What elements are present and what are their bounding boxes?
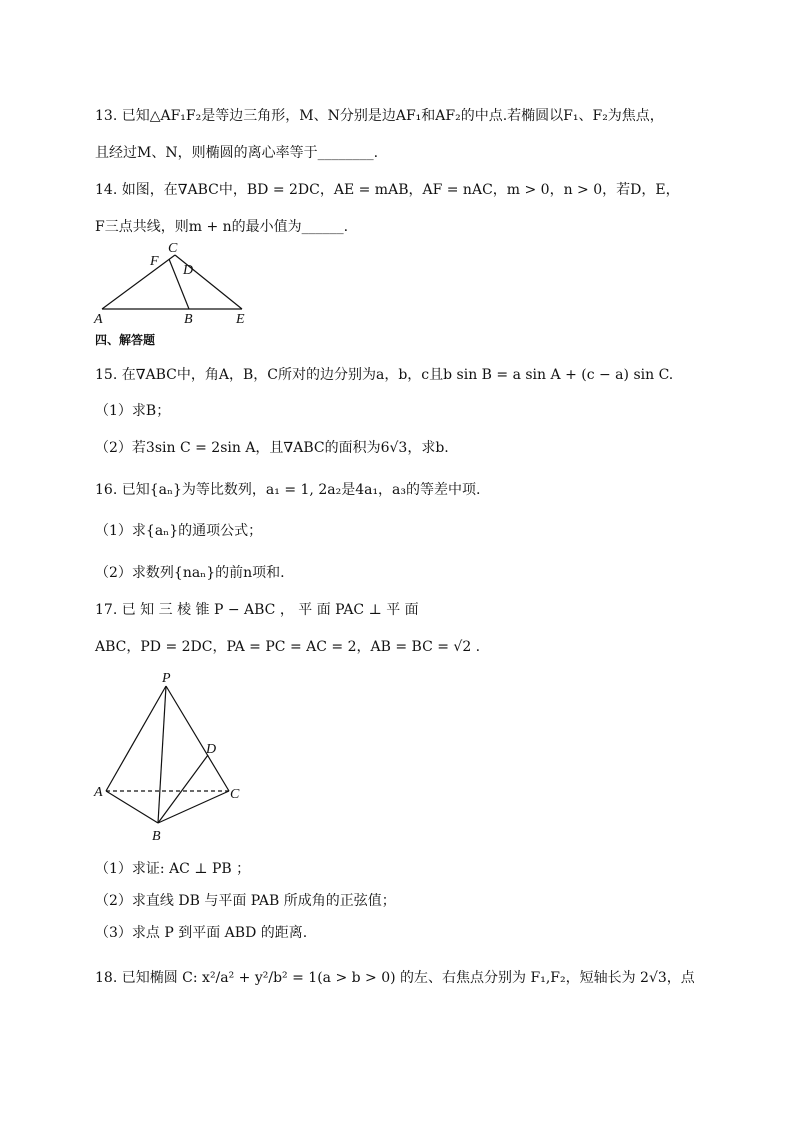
- q17-part1: （1）求证: AC ⊥ PB ；: [95, 861, 251, 877]
- q17-pyramid-figure: [90, 668, 250, 848]
- label-P: P: [162, 671, 171, 686]
- label-C: C: [168, 241, 178, 256]
- label-D: D: [206, 742, 217, 757]
- q14-triangle-figure: [90, 238, 260, 328]
- q17-line1: 17. 已 知 三 棱 锥 P − ABC ， 平 面 PAC ⊥ 平 面: [95, 602, 419, 618]
- q18-stem: 18. 已知椭圆 C: x²/a² + y²/b² = 1(a > b > 0) 的左、右焦点分别为 F₁,F₂，短轴长为 2√3，点: [95, 970, 695, 986]
- q15-stem: 15. 在∇ABC中，角A，B，C所对的边分别为a，b，c且b sin B = a sin A + (c − a) sin C.: [95, 367, 674, 383]
- q13-line1: 13. 已知△AF₁F₂是等边三角形，M、N分别是边AF₁和AF₂的中点.若椭圆以F₁、F₂为焦点，: [95, 108, 664, 124]
- q16-part2: （2）求数列{naₙ}的前n项和.: [95, 565, 285, 581]
- q16-stem: 16. 已知{aₙ}为等比数列，a₁ = 1, 2a₂是4a₁，a₃的等差中项.: [95, 482, 481, 498]
- label-B: B: [184, 312, 193, 327]
- q14-line1: 14. 如图，在∇ABC中，BD = 2DC，AE = mAB，AF = nAC，m > 0，n > 0，若D，E，: [95, 182, 680, 198]
- q13-line2: 且经过M、N，则椭圆的离心率等于________.: [95, 145, 379, 161]
- label-F: F: [150, 254, 159, 269]
- q14-line2: F三点共线，则m + n的最小值为______.: [95, 219, 349, 235]
- q17-part3: （3）求点 P 到平面 ABD 的距离.: [95, 925, 308, 941]
- label-A: A: [94, 785, 103, 800]
- label-E: E: [236, 312, 245, 327]
- q15-part2: （2）若3sin C = 2sin A，且∇ABC的面积为6√3，求b.: [95, 440, 449, 456]
- label-B: B: [152, 829, 161, 844]
- q15-part1: （1）求B；: [95, 403, 171, 419]
- q17-part2: （2）求直线 DB 与平面 PAB 所成角的正弦值；: [95, 893, 396, 909]
- q16-part1: （1）求{aₙ}的通项公式；: [95, 523, 263, 539]
- label-A: A: [94, 312, 103, 327]
- q17-line2: ABC，PD = 2DC，PA = PC = AC = 2，AB = BC = √2 .: [95, 639, 481, 655]
- label-D: D: [183, 263, 194, 278]
- section-title: 四、解答题: [95, 333, 156, 347]
- label-C: C: [230, 787, 240, 802]
